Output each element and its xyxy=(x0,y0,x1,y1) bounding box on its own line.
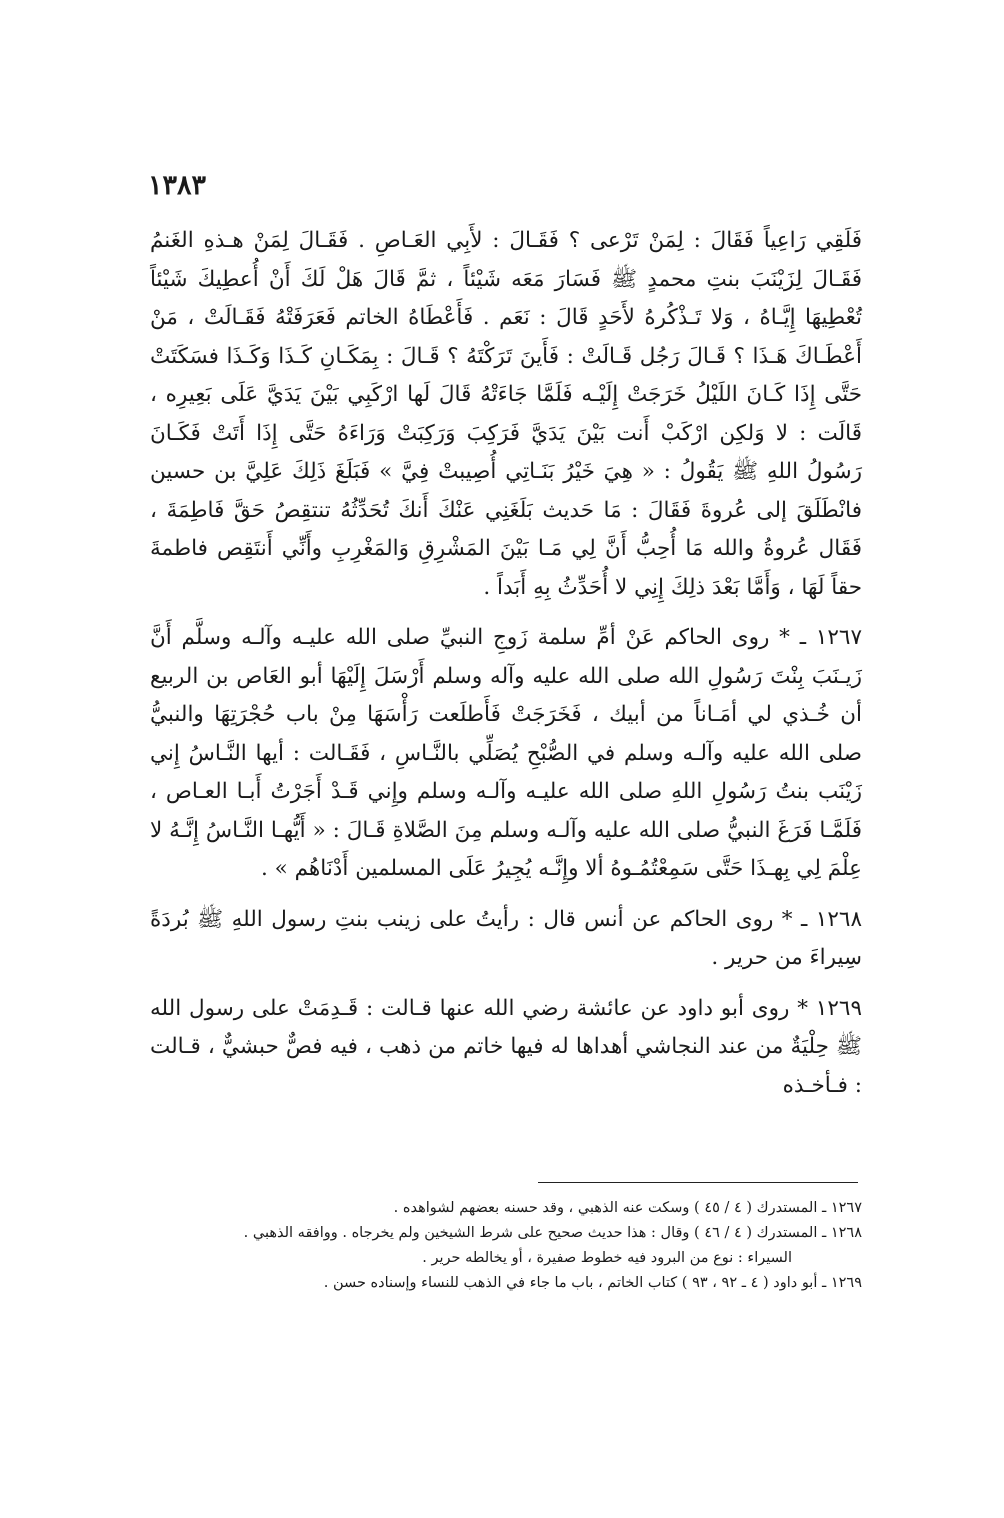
footnote-divider xyxy=(538,1182,858,1183)
footnote-1269: ١٢٦٩ ـ أبو داود ( ٤ ـ ٩٢ ، ٩٣ ) كتاب الخاتم ، باب ما جاء في الذهب للنساء وإسناده حسن . xyxy=(323,1275,862,1291)
footnote-1267: ١٢٦٧ ـ المستدرك ( ٤ / ٤٥ ) وسكت عنه الذهبي ، وقد حسنه بعضهم لشواهده . xyxy=(393,1200,862,1216)
paragraph-1267: ١٢٦٧ ـ * روى الحاكم عَنْ أمِّ سلمة زَوجِ النبيِّ صلى الله عليـه وآلـه وسلَّم أَنَّ زَيـنَبَ بِنْتَ رَسُولِ الله صلى الله عليه وآله وسلم أَرْسَلَ إِلَيْهَا أبو العَاص بن الربيع أن خُـذي لي أمَـاناً من أبيك ، فَخَرَجَتْ فَأَطلَعت رَأْسَهَا مِنْ باب حُجْرَتِهَا والنبيُّ صلى الله عليه وآلـه وسلم في الصُّبْحِ يُصَلِّي بالنَّـاسِ ، فَقَـالت : أيها النَّـاسُ إِني زَيْنَب بنتُ رَسُولِ اللهِ صلى الله عليـه وآلـه وسلم وإِني قَـدْ أَجَرْتُ أَبـا العـاص ، فَلَمَّـا فَرَغَ النبيُّ صلى الله عليه وآلـه وسلم مِنَ الصَّلاةِ قَـالَ : « أَيُّهـا النَّـاسُ إِنَّـهُ لا عِلْمَ لِي بِهـذَا حَتَّى سَمِعْتُمُـوهُ ألا وإِنَّـه يُجِيرُ عَلَى المسلمين أَدْنَاهُم » . xyxy=(150,625,862,881)
paragraph-1268: ١٢٦٨ ـ * روى الحاكم عن أنس قال : رأيتُ على زينب بنتِ رسول اللهِ ﷺ بُردَةً سِيراءَ من حرير . xyxy=(150,906,862,970)
footnote-siyara-definition: السيراء : نوع من البرود فيه خطوط صفيرة ، أو يخالطه حرير . xyxy=(422,1250,792,1266)
paragraph-1269: ١٢٦٩ * روى أبو داود عن عائشة رضي الله عنها قـالت : قَـدِمَتْ على رسول الله ﷺ حِلْيَةٌ من عند النجاشي أهداها له فيها خاتم من ذهب ، فيه فصٌّ حبشيٌّ ، قـالت : فـأخـذه xyxy=(150,995,862,1098)
page-number: ١٣٨٣ xyxy=(148,170,207,201)
paragraph-continuation: فَلَقِي رَاعِياً فَقَالَ : لِمَنْ تَرْعى ؟ فَقَـالَ : لأَبِي العَـاصِ . فَقَـالَ لِمَنْ هـذهِ الغَنمُ فَقَـالَ لِزَيْنَبَ بنتِ محمدٍ ﷺ فَسَارَ مَعَه شَيْئاً ، ثمَّ قَالَ هَلْ لَكَ أَنْ أُعطِيكَ شَيْئاً تُعْطِيهَا إِيَّـاهُ ، وَلا تَـذْكُرهُ لأَحَدٍ قَالَ : نَعَم . فَأَعْطَاهُ الخاتم فَعَرَفَتْهُ فَقَـالَتْ ، مَنْ أَعْطَـاكَ هَـذَا ؟ قَـالَ رَجُل قَـالَتْ : فَأَينَ تَرَكْتَهُ ؟ قَـالَ : بِمَكَـانِ كَـذَا وَكَـذَا فسَكَتَتْ حَتَّى إِذَا كَـانَ اللَيْلُ خَرَجَتْ إِلَيْـه فَلَمَّا جَاءَتْهُ قَالَ لَها ارْكَبِي بَيْنَ يَدَيَّ عَلَى بَعِيرِه ، قَالَت : لا وَلكِن ارْكَبْ أَنت بَيْنَ يَدَيَّ فَرَكِبَ وَرَكِبَتْ وَرَاءَهُ حَتَّى إِذَا أَتَتْ فَكَـانَ رَسُولُ اللهِ ﷺ يَقُولُ : « هِيَ خَيْرُ بَنَـاتِي أُصِيبتْ فِيَّ » فَبَلَغَ ذَلِكَ عَلِيَّ بن حسين فانْطَلَقَ إلى عُروةَ فَقَالَ : مَا حَديث بَلَغَنِي عَنْكَ أَنكَ تُحَدِّثُهُ تنتقِصُ حَقَّ فَاطِمَةَ ، فَقَال عُروةُ والله مَا أُحِبُّ أَنَّ لِي مَـا بَيْنَ المَشْرِقِ وَالمَغْرِبِ وأَنِّي أَنتَقِص فاطمةَ حقاً لَهَا ، وَأَمَّا بَعْدَ ذلِكَ إِنِي لا أُحَدِّثُ بِهِ أَبَداً . xyxy=(150,228,862,600)
footnote-1268: ١٢٦٨ ـ المستدرك ( ٤ / ٤٦ ) وقال : هذا حديث صحيح على شرط الشيخين ولم يخرجاه . ووافقه الذهبي . xyxy=(243,1225,862,1241)
footnotes xyxy=(150,1196,862,1296)
main-text xyxy=(150,222,862,1105)
